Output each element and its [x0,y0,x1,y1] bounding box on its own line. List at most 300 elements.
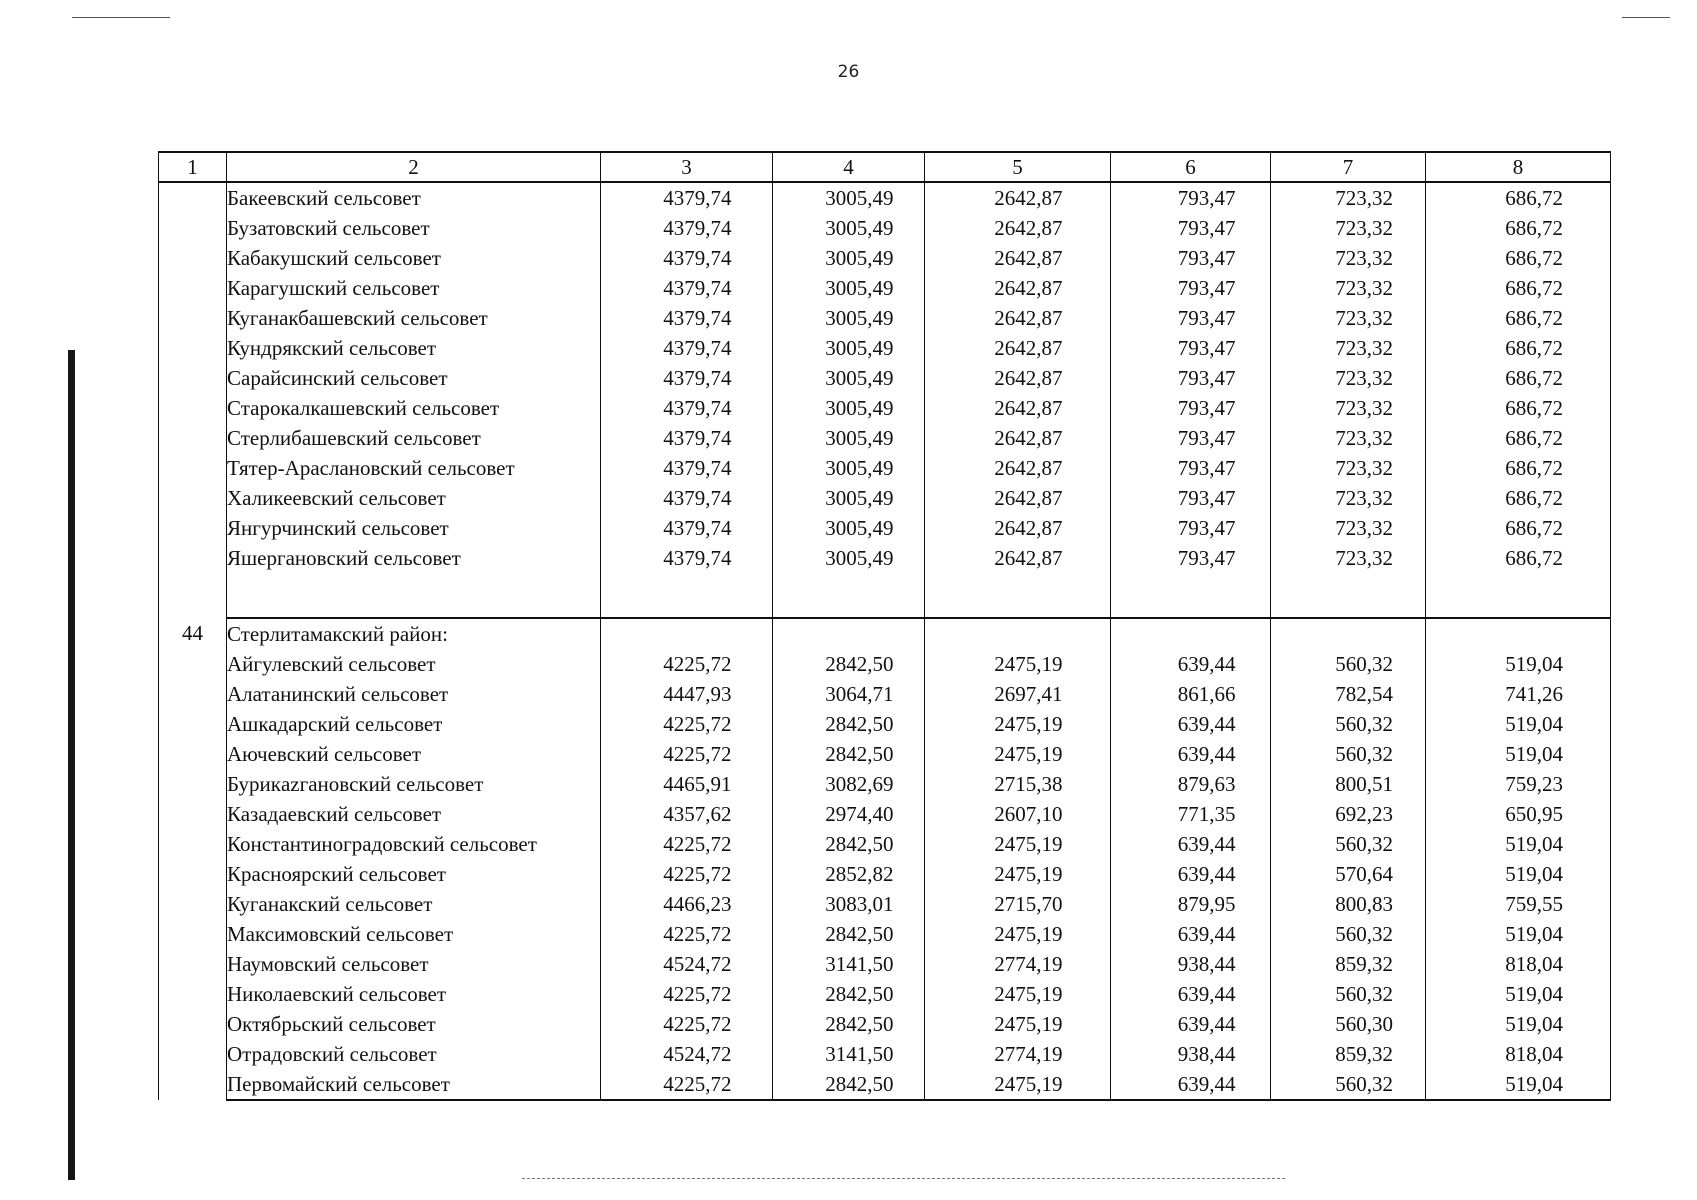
value-text: 723,32 [1335,486,1393,510]
value-text: 686,72 [1505,276,1563,300]
value-cell-col-3 [601,483,773,513]
value-cell-col-3 [601,273,773,303]
value-text: 686,72 [1505,516,1563,540]
value-cell-col-7 [1271,303,1426,333]
value-text: 686,72 [1505,456,1563,480]
header-row [159,152,1611,182]
value-text: 800,51 [1335,772,1393,796]
value-text: 519,04 [1505,832,1563,856]
value-cell-col-8 [1426,273,1611,303]
value-cell-col-8 [1426,303,1611,333]
value-text: 686,72 [1505,366,1563,390]
settlement-name: Кундрякский сельсовет [227,333,601,363]
value-text: 2852,82 [825,862,894,886]
value-cell-col-7 [1271,799,1426,829]
value-cell-col-7 [1271,679,1426,709]
value-text: 4225,72 [663,832,732,856]
empty-cell [1111,573,1271,618]
value-text: 639,44 [1177,1012,1236,1036]
value-cell-col-8 [1426,483,1611,513]
value-cell-col-6 [1111,363,1271,393]
value-text: 2475,19 [994,922,1063,946]
table-row [159,979,1611,1009]
value-cell-col-5 [925,513,1111,543]
value-text: 639,44 [1177,712,1236,736]
value-cell-col-5 [925,1009,1111,1039]
value-text: 686,72 [1505,396,1563,420]
value-cell-col-7 [1271,949,1426,979]
value-text: 686,72 [1505,216,1563,240]
value-text: 4225,72 [663,652,732,676]
value-cell-col-8 [1426,1039,1611,1069]
value-text: 3005,49 [825,306,894,330]
value-text: 3005,49 [825,336,894,360]
value-text: 2642,87 [994,426,1063,450]
value-text: 2642,87 [994,456,1063,480]
value-cell-col-4 [773,799,925,829]
value-cell-col-3 [601,393,773,423]
table-body [159,182,1611,1100]
value-text: 2842,50 [825,652,894,676]
value-cell-col-7 [1271,859,1426,889]
section-spacer-row [159,573,1611,618]
value-cell-col-5 [925,453,1111,483]
value-cell-col-7 [1271,243,1426,273]
section-title-row [159,618,1611,649]
value-cell-col-3 [601,182,773,213]
table-row [159,769,1611,799]
table-row [159,363,1611,393]
value-text: 793,47 [1177,366,1236,390]
value-cell-col-4 [773,1009,925,1039]
settlement-name: Сарайсинский сельсовет [227,363,601,393]
value-cell-col-7 [1271,333,1426,363]
settlement-name: Максимовский сельсовет [227,919,601,949]
value-text: 519,04 [1505,1072,1563,1096]
value-cell-col-7 [1271,213,1426,243]
value-text: 519,04 [1505,862,1563,886]
value-cell-col-4 [773,679,925,709]
value-text: 3005,49 [825,396,894,420]
value-text: 2642,87 [994,276,1063,300]
tariff-table [158,151,1611,1101]
value-text: 4379,74 [663,516,732,540]
value-text: 560,32 [1335,712,1393,736]
value-text: 519,04 [1505,742,1563,766]
value-text: 4379,74 [663,336,732,360]
value-cell-col-7 [1271,829,1426,859]
value-text: 859,32 [1335,952,1393,976]
value-text: 2974,40 [825,802,894,826]
value-cell-col-7 [1271,483,1426,513]
empty-cell [227,573,601,618]
value-cell-col-5 [925,649,1111,679]
settlement-name: Янгурчинский сельсовет [227,513,601,543]
value-cell-col-7 [1271,919,1426,949]
value-cell-col-5 [925,1069,1111,1100]
value-cell-col-4 [773,1069,925,1100]
value-text: 692,23 [1335,802,1393,826]
value-cell-col-6 [1111,859,1271,889]
value-text: 686,72 [1505,336,1563,360]
value-text: 639,44 [1177,652,1236,676]
value-text: 723,32 [1335,246,1393,270]
value-cell-col-3 [601,303,773,333]
value-text: 2774,19 [994,952,1063,976]
table-row [159,303,1611,333]
empty-cell [925,573,1111,618]
value-text: 793,47 [1177,306,1236,330]
value-cell-col-6 [1111,799,1271,829]
section-title: Стерлитамакский район: [227,618,601,649]
value-cell-col-5 [925,769,1111,799]
empty-cell [1426,618,1611,649]
value-text: 2642,87 [994,396,1063,420]
settlement-name: Константиноградовский сельсовет [227,829,601,859]
scan-edge-line-top-left [72,17,170,18]
value-cell-col-5 [925,333,1111,363]
value-cell-col-7 [1271,453,1426,483]
page-number: 26 [837,62,860,82]
value-text: 723,32 [1335,426,1393,450]
value-cell-col-7 [1271,1039,1426,1069]
value-text: 686,72 [1505,186,1563,210]
value-text: 2475,19 [994,982,1063,1006]
value-cell-col-4 [773,949,925,979]
value-text: 2642,87 [994,486,1063,510]
value-text: 793,47 [1177,456,1236,480]
value-cell-col-3 [601,213,773,243]
value-text: 4225,72 [663,862,732,886]
value-cell-col-7 [1271,1009,1426,1039]
value-cell-col-6 [1111,949,1271,979]
value-cell-col-5 [925,979,1111,1009]
value-text: 4379,74 [663,456,732,480]
value-cell-col-4 [773,889,925,919]
value-cell-col-7 [1271,513,1426,543]
value-cell-col-4 [773,303,925,333]
header-cell: 6 [1111,152,1271,182]
value-cell-col-6 [1111,213,1271,243]
value-cell-col-6 [1111,513,1271,543]
value-text: 686,72 [1505,426,1563,450]
table-row [159,679,1611,709]
table-row [159,709,1611,739]
value-text: 723,32 [1335,366,1393,390]
value-cell-col-7 [1271,423,1426,453]
settlement-name: Старокалкашевский сельсовет [227,393,601,423]
value-text: 861,66 [1177,682,1236,706]
value-text: 519,04 [1505,982,1563,1006]
value-text: 723,32 [1335,456,1393,480]
value-text: 686,72 [1505,246,1563,270]
value-text: 2475,19 [994,1072,1063,1096]
value-text: 2697,41 [994,682,1063,706]
value-text: 2642,87 [994,246,1063,270]
section-number [159,182,227,618]
value-text: 793,47 [1177,396,1236,420]
settlement-name: Куганакбашевский сельсовет [227,303,601,333]
settlement-name: Николаевский сельсовет [227,979,601,1009]
value-cell-col-5 [925,363,1111,393]
value-cell-col-5 [925,799,1111,829]
table-row [159,799,1611,829]
value-cell-col-5 [925,213,1111,243]
value-cell-col-7 [1271,709,1426,739]
value-cell-col-4 [773,739,925,769]
value-text: 2475,19 [994,832,1063,856]
value-text: 4524,72 [663,1042,732,1066]
value-text: 2715,38 [994,772,1063,796]
table-row [159,513,1611,543]
value-cell-col-6 [1111,182,1271,213]
value-cell-col-4 [773,709,925,739]
value-cell-col-3 [601,423,773,453]
value-cell-col-4 [773,649,925,679]
value-text: 723,32 [1335,276,1393,300]
value-cell-col-4 [773,769,925,799]
empty-cell [601,573,773,618]
value-cell-col-8 [1426,709,1611,739]
value-text: 639,44 [1177,1072,1236,1096]
value-text: 4447,93 [663,682,732,706]
value-text: 793,47 [1177,186,1236,210]
settlement-name: Тятер-Араслановский сельсовет [227,453,601,483]
value-text: 519,04 [1505,652,1563,676]
value-text: 2842,50 [825,1072,894,1096]
value-text: 4465,91 [663,772,732,796]
value-text: 570,64 [1335,862,1393,886]
value-text: 2842,50 [825,832,894,856]
value-cell-col-4 [773,333,925,363]
value-cell-col-4 [773,483,925,513]
value-cell-col-8 [1426,423,1611,453]
value-text: 793,47 [1177,216,1236,240]
value-text: 4379,74 [663,186,732,210]
table-row [159,829,1611,859]
value-cell-col-5 [925,273,1111,303]
empty-cell [773,618,925,649]
value-text: 3005,49 [825,546,894,570]
value-cell-col-7 [1271,393,1426,423]
settlement-name: Октябрьский сельсовет [227,1009,601,1039]
value-text: 2842,50 [825,742,894,766]
value-cell-col-7 [1271,182,1426,213]
value-text: 793,47 [1177,486,1236,510]
value-text: 2642,87 [994,516,1063,540]
value-text: 2475,19 [994,742,1063,766]
value-cell-col-8 [1426,829,1611,859]
value-text: 793,47 [1177,516,1236,540]
empty-cell [925,618,1111,649]
value-text: 639,44 [1177,742,1236,766]
value-text: 3005,49 [825,486,894,510]
scan-edge-line-bottom [522,1178,1285,1179]
value-cell-col-7 [1271,1069,1426,1100]
value-cell-col-6 [1111,303,1271,333]
value-text: 793,47 [1177,246,1236,270]
value-cell-col-4 [773,393,925,423]
settlement-name: Халикеевский сельсовет [227,483,601,513]
value-cell-col-3 [601,243,773,273]
value-cell-col-6 [1111,453,1271,483]
value-cell-col-8 [1426,543,1611,573]
value-cell-col-5 [925,829,1111,859]
value-text: 2715,70 [994,892,1063,916]
value-cell-col-3 [601,333,773,363]
value-cell-col-5 [925,679,1111,709]
table-row [159,949,1611,979]
empty-cell [1271,573,1426,618]
value-cell-col-6 [1111,709,1271,739]
value-cell-col-6 [1111,739,1271,769]
value-text: 3005,49 [825,426,894,450]
value-cell-col-8 [1426,513,1611,543]
value-text: 723,32 [1335,306,1393,330]
value-text: 3083,01 [825,892,894,916]
value-cell-col-8 [1426,333,1611,363]
value-text: 4466,23 [663,892,732,916]
header-cell: 1 [159,152,227,182]
table-row [159,393,1611,423]
value-cell-col-6 [1111,649,1271,679]
table-row [159,649,1611,679]
value-text: 3082,69 [825,772,894,796]
value-cell-col-4 [773,423,925,453]
value-text: 4379,74 [663,306,732,330]
empty-cell [1426,573,1611,618]
value-text: 938,44 [1177,952,1236,976]
value-text: 938,44 [1177,1042,1236,1066]
value-cell-col-3 [601,363,773,393]
value-cell-col-8 [1426,363,1611,393]
value-cell-col-5 [925,182,1111,213]
value-cell-col-8 [1426,1009,1611,1039]
value-cell-col-5 [925,889,1111,919]
empty-cell [773,573,925,618]
table-row [159,423,1611,453]
value-cell-col-5 [925,1039,1111,1069]
value-text: 4379,74 [663,486,732,510]
table-row [159,273,1611,303]
value-text: 560,32 [1335,922,1393,946]
value-cell-col-6 [1111,889,1271,919]
header-cell: 8 [1426,152,1611,182]
value-text: 4379,74 [663,366,732,390]
value-text: 2475,19 [994,862,1063,886]
settlement-name: Красноярский сельсовет [227,859,601,889]
value-text: 650,95 [1505,802,1563,826]
value-text: 859,32 [1335,1042,1393,1066]
scan-binding-shadow [68,350,75,1180]
value-text: 560,32 [1335,832,1393,856]
settlement-name: Алатанинский сельсовет [227,679,601,709]
value-cell-col-5 [925,483,1111,513]
value-text: 639,44 [1177,982,1236,1006]
value-text: 2642,87 [994,336,1063,360]
value-cell-col-6 [1111,423,1271,453]
value-cell-col-3 [601,453,773,483]
value-text: 2475,19 [994,1012,1063,1036]
value-text: 2642,87 [994,306,1063,330]
value-cell-col-3 [601,979,773,1009]
value-text: 2642,87 [994,366,1063,390]
value-cell-col-8 [1426,1069,1611,1100]
value-text: 793,47 [1177,276,1236,300]
value-cell-col-8 [1426,649,1611,679]
value-cell-col-6 [1111,679,1271,709]
value-text: 3005,49 [825,456,894,480]
empty-cell [1271,618,1426,649]
value-cell-col-4 [773,243,925,273]
value-text: 793,47 [1177,546,1236,570]
data-table-container [158,151,1610,1101]
value-cell-col-6 [1111,393,1271,423]
value-text: 2642,87 [994,216,1063,240]
value-text: 793,47 [1177,426,1236,450]
value-cell-col-8 [1426,243,1611,273]
value-cell-col-3 [601,1069,773,1100]
value-cell-col-8 [1426,679,1611,709]
value-cell-col-4 [773,1039,925,1069]
value-cell-col-5 [925,393,1111,423]
value-cell-col-5 [925,243,1111,273]
header-cell: 4 [773,152,925,182]
value-cell-col-3 [601,649,773,679]
value-text: 723,32 [1335,186,1393,210]
settlement-name: Стерлибашевский сельсовет [227,423,601,453]
value-text: 4225,72 [663,712,732,736]
value-cell-col-4 [773,513,925,543]
header-cell: 5 [925,152,1111,182]
value-text: 560,32 [1335,742,1393,766]
value-cell-col-6 [1111,543,1271,573]
value-cell-col-5 [925,739,1111,769]
value-cell-col-5 [925,423,1111,453]
value-cell-col-8 [1426,393,1611,423]
value-cell-col-8 [1426,182,1611,213]
value-cell-col-6 [1111,919,1271,949]
value-cell-col-3 [601,949,773,979]
header-cell: 2 [227,152,601,182]
value-text: 771,35 [1177,802,1236,826]
value-text: 800,83 [1335,892,1393,916]
value-text: 741,26 [1505,682,1563,706]
table-row [159,889,1611,919]
value-text: 3005,49 [825,276,894,300]
table-row [159,483,1611,513]
value-text: 4379,74 [663,546,732,570]
value-cell-col-6 [1111,1069,1271,1100]
value-cell-col-5 [925,919,1111,949]
value-cell-col-4 [773,919,925,949]
value-text: 723,32 [1335,396,1393,420]
value-cell-col-4 [773,182,925,213]
value-text: 2774,19 [994,1042,1063,1066]
settlement-name: Казадаевский сельсовет [227,799,601,829]
value-text: 560,32 [1335,652,1393,676]
value-cell-col-3 [601,829,773,859]
value-text: 2842,50 [825,712,894,736]
value-text: 4225,72 [663,1072,732,1096]
value-cell-col-6 [1111,769,1271,799]
value-text: 2475,19 [994,652,1063,676]
value-text: 560,30 [1335,1012,1393,1036]
value-cell-col-6 [1111,243,1271,273]
value-cell-col-7 [1271,889,1426,919]
value-cell-col-3 [601,543,773,573]
value-cell-col-6 [1111,483,1271,513]
